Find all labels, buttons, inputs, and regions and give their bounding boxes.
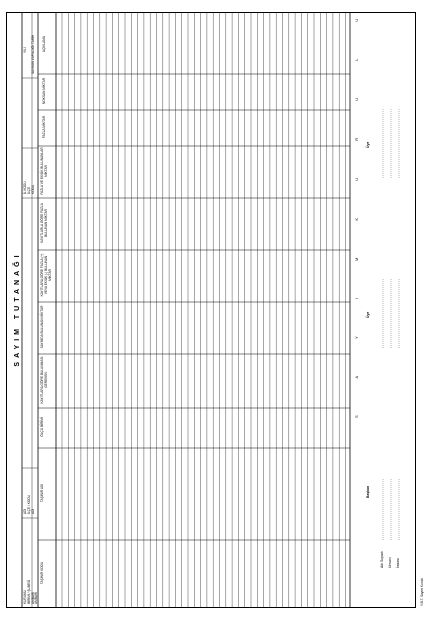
chair-title-label: Unvanı: [388, 557, 392, 568]
col-header-olcu: ÖLÇÜ BİRİMİ: [40, 417, 44, 437]
header-ilce-label: İLÇE / KODU: [27, 495, 31, 514]
col-header-kod: TAŞINIR KODU: [40, 561, 44, 585]
col-header-fazla-bulunan: KAYITLARLA GÖRE FAZLA BULUNAN MİKTAR: [40, 203, 48, 243]
header-ambar2-label: AMBARI: [34, 591, 38, 604]
commission-member2-title: Üye: [366, 141, 370, 148]
col-header-noksan: NOKSAN MİKTAR: [42, 77, 46, 105]
page-title: SAYIM TUTANAĞI: [14, 251, 21, 367]
col-header-fazla: FAZLA MİKTAR: [42, 115, 46, 139]
commission-heading: S A Y I M K U R U L U: [354, 0, 359, 418]
chair-name-label: Adı Soyadı: [380, 551, 384, 568]
header-kodu-label: KODU: [31, 184, 35, 194]
footer-text: Y.B.T. Sayım Kurulu: [420, 577, 424, 606]
header-birim-label: BİRİMİ / ŞUBESİ: [27, 579, 31, 604]
header-count-date-label: SAYIMIN YAPILDIĞI TARİH: [31, 34, 35, 74]
commission-member1-title: Üye: [366, 311, 370, 318]
header-adi-label: ADI: [23, 508, 27, 514]
col-header-ad: TAŞINIR ADI: [40, 483, 44, 503]
col-header-fazla-eksik: FAZLA VE EKSİK BULUNANLAR MİKTAR: [40, 147, 48, 195]
col-header-kayit: KAYITLARA GÖRE BULUNMASI GEREKEN: [40, 356, 48, 404]
header-ilkodu-label: İL KODU: [23, 181, 27, 194]
col-header-aciklama: AÇIKLAMA: [42, 35, 46, 53]
chair-signature-label: İmzası: [396, 558, 400, 568]
header-ambar-label: AMBARI: [31, 591, 35, 604]
commission-chair-title: Başkan: [366, 485, 370, 498]
header-kurum-label: KURUMU: [23, 590, 27, 604]
header-adi2-label: ADI: [31, 508, 35, 514]
col-header-sayim: SAYIMDA BULUNAN MİKTAR: [40, 305, 44, 349]
header-ilce2-label: İLÇE: [27, 186, 31, 194]
col-header-fark: KAYITLARA GÖRE FAZLA (+) VEYA EKSİK (-) BULUNAN MİKTAR: [40, 253, 52, 297]
header-year-label: YILI: [23, 47, 27, 53]
